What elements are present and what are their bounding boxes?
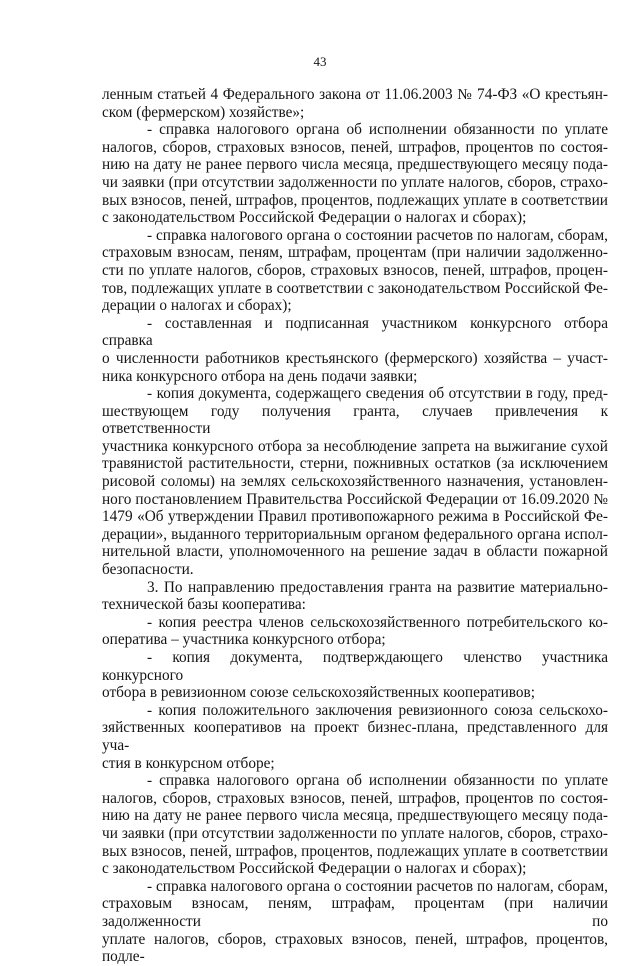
- paragraph-line: ника конкурсного отбора на день подачи заявки;: [102, 367, 418, 385]
- paragraph-line: безопасности.: [102, 561, 194, 579]
- paragraph-line: - справка налогового органа об исполнении обязанности по уплате: [147, 121, 608, 139]
- paragraph-line: стия в конкурсном отборе;: [102, 754, 275, 772]
- paragraph-line: сти по уплате налогов, сборов, страховых взносов, пеней, штрафов, процен-: [102, 261, 608, 279]
- paragraph-line: ного постановлением Правительства Российской Федерации от 16.09.2020 №: [102, 490, 608, 508]
- paragraph-line: рисовой соломы) на землях сельскохозяйственного назначения, установлен-: [102, 473, 608, 491]
- paragraph-line: - справка налогового органа о состоянии расчетов по налогам, сборам,: [147, 877, 608, 895]
- page-number: 43: [313, 54, 327, 69]
- paragraph-line: отбора в ревизионном союзе сельскохозяйственных кооперативов;: [102, 684, 536, 702]
- paragraph-line: - справка налогового органа об исполнении обязанности по уплате: [147, 772, 608, 790]
- paragraph-line: страховым взносам, пеням, штрафам, процентам (при наличии задолженности по: [102, 895, 608, 930]
- paragraph-line: дерации о налогах и сборах);: [102, 297, 292, 315]
- paragraph-line: 3. По направлению предоставления гранта на развитие материально-: [147, 578, 608, 596]
- paragraph-line: нию на дату не ранее первого числа месяца, предшествующего месяцу пода-: [102, 156, 608, 174]
- paragraph-line: с законодательством Российской Федерации о налогах и сборах);: [102, 209, 527, 227]
- paragraph-line: - копия документа, подтверждающего членство участника конкурсного: [102, 649, 608, 684]
- paragraph-line: шествующем году получения гранта, случаев привлечения к ответственности: [102, 402, 608, 438]
- paragraph-line: страховым взносам, пеням, штрафам, процентам (при наличии задолженно-: [102, 244, 608, 262]
- paragraph-line: вых взносов, пеней, штрафов, процентов, подлежащих уплате в соответствии: [102, 191, 608, 209]
- paragraph-line: участника конкурсного отбора за несоблюдение запрета на выжигание сухой: [102, 437, 608, 455]
- paragraph-line: технической базы кооператива:: [102, 596, 306, 614]
- paragraph-line: - справка налогового органа о состоянии расчетов по налогам, сборам,: [147, 226, 608, 244]
- paragraph-line: нительной власти, уполномоченного на решение задач в области пожарной: [102, 543, 608, 561]
- paragraph-line: зяйственных кооперативов на проект бизнес-плана, представленного для уча-: [102, 719, 608, 754]
- paragraph-line: налогов, сборов, страховых взносов, пеней, штрафов, процентов по состоя-: [102, 138, 608, 156]
- paragraph-line: - копия положительного заключения ревизионного союза сельскохо-: [147, 701, 608, 719]
- paragraph-line: - копия реестра членов сельскохозяйственного потребительского ко-: [147, 613, 608, 631]
- paragraph-line: чи заявки (при отсутствии задолженности по уплате налогов, сборов, страхо-: [102, 173, 608, 191]
- document-body: [102, 86, 608, 966]
- paragraph-line: о численности работников крестьянского (фермерского) хозяйства – участ-: [102, 349, 608, 367]
- paragraph-line: дерации», выданного территориальным органом федерального органа испол-: [102, 525, 608, 543]
- paragraph-line: уплате налогов, сборов, страховых взносов, пеней, штрафов, процентов, подле-: [102, 930, 608, 966]
- paragraph-line: с законодательством Российской Федерации о налогах и сборах);: [102, 860, 527, 878]
- paragraph-line: травянистой растительности, стерни, пожнивных остатков (за исключением: [102, 455, 608, 473]
- paragraph-line: ленным статьей 4 Федерального закона от 11.06.2003 № 74-ФЗ «О крестьян-: [102, 86, 608, 103]
- paragraph-line: ском (фермерском) хозяйстве»;: [102, 103, 305, 121]
- paragraph-line: 1479 «Об утверждении Правил противопожарного режима в Российской Фе-: [102, 508, 608, 526]
- paragraph-line: оператива – участника конкурсного отбора;: [102, 631, 386, 649]
- paragraph-line: налогов, сборов, страховых взносов, пеней, штрафов, процентов по состоя-: [102, 789, 608, 807]
- paragraph-line: нию на дату не ранее первого числа месяца, предшествующего месяцу пода-: [102, 807, 608, 825]
- paragraph-line: - копия документа, содержащего сведения об отсутствии в году, пред-: [147, 385, 608, 403]
- paragraph-line: чи заявки (при отсутствии задолженности по уплате налогов, сборов, страхо-: [102, 824, 608, 842]
- paragraph-line: тов, подлежащих уплате в соответствии с законодательством Российской Фе-: [102, 279, 608, 297]
- paragraph-line: - составленная и подписанная участником конкурсного отбора справка: [102, 314, 608, 350]
- paragraph-line: вых взносов, пеней, штрафов, процентов, подлежащих уплате в соответствии: [102, 842, 608, 860]
